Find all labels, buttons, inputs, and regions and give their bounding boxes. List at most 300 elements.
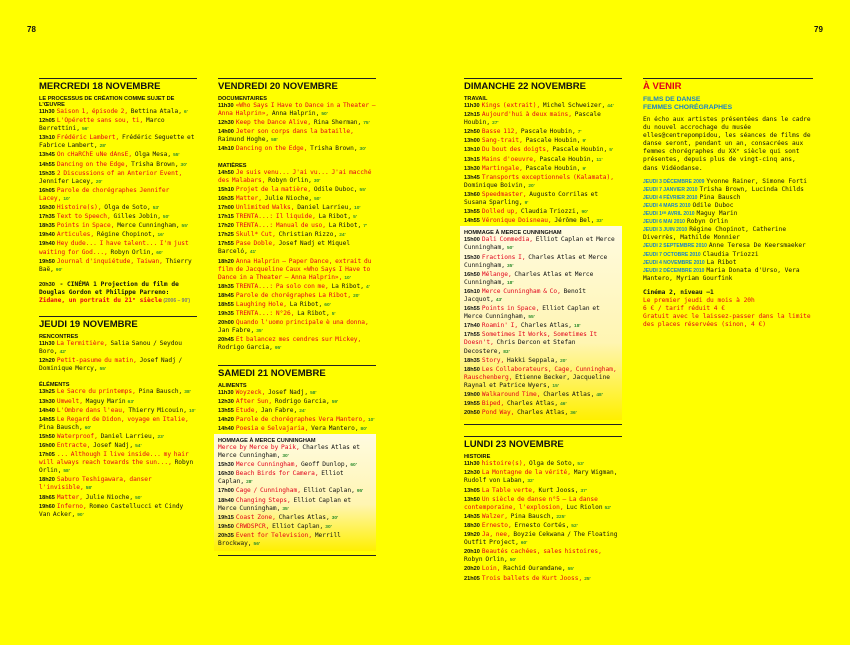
date: JEUDI 4 NOVEMBRE 2010 <box>643 259 705 266</box>
credits: Jennifer Lacey, <box>39 177 94 185</box>
time: 11h30 <box>218 389 234 396</box>
film-title: CRWDSPCR, <box>235 522 270 530</box>
film-title: Matter, <box>235 194 262 202</box>
time: 17h15 <box>218 214 234 221</box>
film-title: Umwelt, <box>56 397 83 405</box>
credits: Charles Atlas, <box>504 400 559 408</box>
film-title: After Sun, <box>235 397 273 405</box>
credits: Pascale Houbin, <box>464 111 601 127</box>
film-title: Journal d'inquiétude, Taiwan, <box>56 257 163 265</box>
section-label: LE PROCESSUS DE CRÉATION COMME SUJET DE L'ŒUVRE <box>39 96 175 108</box>
day-heading: VENDREDI 20 NOVEMBRE <box>218 78 376 92</box>
film-title: TRENTA...: N°26, <box>235 310 295 318</box>
program-section <box>218 383 376 434</box>
credits: Claudia Triozzi, <box>518 208 580 216</box>
duration: 38' <box>184 390 191 396</box>
time: 12h30 <box>218 398 234 405</box>
credits: Josef Nadj / Dominique Mercy, <box>39 357 183 373</box>
schedule-entry <box>464 322 618 331</box>
duration: 53' <box>152 206 160 212</box>
choreographers: Anne Teresa De Keersmaeker <box>708 242 806 250</box>
film-title: Les Collaborateurs, Cage, Cunningham, Rauschenberg, <box>464 365 617 381</box>
time: 16h55 <box>464 306 480 313</box>
time: 20h20 <box>464 566 480 573</box>
date: JEUDI 7 JANVIER 2010 <box>643 186 698 193</box>
schedule-entry <box>218 283 376 292</box>
film-title: Transports exceptionnels (Kalamata), <box>481 173 614 181</box>
duration: 50' <box>321 112 328 118</box>
time: 14h00 <box>218 129 234 136</box>
credits: Elliot Caplan et Merce Cunningham, <box>464 236 615 252</box>
time: 20h00 <box>218 320 234 327</box>
time: 17h25 <box>218 232 234 239</box>
time: 15h30 <box>218 462 234 469</box>
credits: Salia Sanou / Seydou Boro, <box>39 340 182 356</box>
film-title: Zidane, un portrait du 21ᵉ siècle <box>39 296 162 304</box>
duration: 5' <box>353 215 357 221</box>
time: 16h00 <box>39 443 55 449</box>
choreographers: Robyn Orlin <box>686 218 728 226</box>
upcoming-entry <box>643 194 813 202</box>
film-title: Walzer, <box>481 512 508 520</box>
film-title: L'Ombre dans l'eau, <box>56 406 126 414</box>
schedule-entry <box>218 145 376 154</box>
credits: Merrill Brockway, <box>218 531 341 548</box>
duration: 10' <box>344 275 351 281</box>
credits: Rodrigo Garcia, <box>272 397 330 405</box>
film-title: Unlimited Walks, <box>235 203 295 211</box>
duration: 48' <box>596 393 603 398</box>
film-title: Hey dude... I have talent... I'm just waiting for God..., <box>39 240 189 256</box>
program-section <box>218 96 376 155</box>
schedule-entry <box>218 487 372 496</box>
duration: 50' <box>135 495 142 501</box>
credits: Pina Bausch, <box>39 423 83 431</box>
time: 13h45 <box>464 174 480 181</box>
time: 21h05 <box>464 575 480 582</box>
time: 18h20 <box>39 477 55 484</box>
time: 18h65 <box>39 494 55 501</box>
schedule-entry <box>464 565 622 574</box>
program-section <box>214 434 376 551</box>
film-title: Merce Cunningham, <box>235 461 299 469</box>
film-title: Matter, <box>56 493 83 501</box>
time: 15h00 <box>464 237 480 244</box>
cinema-note <box>39 281 197 305</box>
schedule-entry <box>464 236 618 253</box>
time: 11h30 <box>218 103 234 109</box>
date: JEUDI 3 JUIN 2010 <box>643 227 688 234</box>
credits: Pina Bausch, <box>135 388 183 396</box>
duration: 58' <box>85 486 93 492</box>
choreographers: La Ribot <box>706 258 737 266</box>
credits: Régine Chopinot, <box>94 231 156 239</box>
schedule-entry <box>464 548 622 565</box>
upcoming-entry <box>643 267 813 283</box>
choreographers: Yvonne Rainer, Simone Forti <box>706 177 808 185</box>
credits: Romeo Castellucci et Cindy Van Acker, <box>39 502 184 518</box>
upcoming-entry <box>643 178 813 186</box>
section-label: TRAVAIL <box>464 96 488 102</box>
film-title: Petit-pasume du matin, <box>56 357 137 365</box>
section-label: DOCUMENTAIRES <box>218 96 267 102</box>
schedule-entry <box>39 240 197 257</box>
time: 13h30 <box>39 398 55 405</box>
time: 11h30 <box>464 461 480 468</box>
credits: Raimund Hoghe, <box>218 136 270 144</box>
duration: 52' <box>571 523 578 529</box>
duration: 10' <box>354 205 361 211</box>
film-title: Mains d'oeuvre, <box>481 155 537 163</box>
duration: 58' <box>310 390 317 396</box>
duration: 30' <box>325 524 332 530</box>
schedule-entry <box>218 532 372 549</box>
schedule-entry <box>218 186 376 195</box>
time: 14h10 <box>218 146 234 153</box>
date: JEUDI 3 DÉCEMBRE 2009 <box>643 178 705 185</box>
a-venir-schedule <box>643 178 813 283</box>
time: 13h45 <box>39 152 55 159</box>
duration: 225' <box>556 514 566 520</box>
time: 17h55 <box>218 241 234 248</box>
duration: 24' <box>299 408 306 414</box>
credits: Frédéric Seguette et Fabrice Lambert, <box>39 134 195 150</box>
time: 17h00 <box>218 204 234 211</box>
schedule-entry <box>39 388 197 397</box>
time: 18h45 <box>218 292 234 299</box>
film-title: Projet de la matière, <box>235 185 312 193</box>
time: 19h15 <box>218 514 234 521</box>
duration: 9' <box>582 139 587 145</box>
schedule-entry <box>464 174 622 191</box>
film-title: Trois ballets de Kurt Jooss, <box>481 574 583 582</box>
time: 18h35 <box>464 357 480 364</box>
schedule-entry <box>39 258 197 275</box>
choreographers: Maria Donata d'Urso, Vera Mantero, Myriam Gourfink <box>643 266 800 282</box>
schedule-entry <box>39 170 197 187</box>
upcoming-entry <box>643 202 813 210</box>
credits: Trisha Brown, <box>307 145 358 153</box>
film-title: Entracte, <box>56 442 91 449</box>
credits: La Ribot, <box>315 213 352 221</box>
duration: 58' <box>63 469 70 475</box>
schedule-entry <box>39 108 197 117</box>
credits: Pascale Houbin, <box>522 164 581 172</box>
film-title: Inferno, <box>56 502 87 510</box>
program-section <box>218 163 376 354</box>
film-title: Fractions I, <box>481 253 526 261</box>
duration: 20' <box>353 293 360 299</box>
credits: Josef Nadj, <box>90 442 134 449</box>
time: 19h35 <box>218 311 234 318</box>
schedule-entry <box>464 400 618 409</box>
time: 14h40 <box>218 425 234 432</box>
film-title: La Montagne de la vérité, <box>481 469 572 477</box>
film-title: Ja, nee, <box>481 531 511 539</box>
program-section <box>460 226 622 420</box>
time: 11h30 <box>464 103 480 109</box>
film-title: Dancing on the Edge, <box>235 145 308 153</box>
film-title: Sang-trait, <box>481 137 523 145</box>
time: 16h50 <box>464 271 480 278</box>
schedule-entry <box>464 305 618 322</box>
credits: Marco Berrettini, <box>39 117 165 133</box>
film-title: Saison 1, épisode 2, <box>56 108 129 115</box>
duration: 55' <box>99 367 107 373</box>
duration: 56' <box>253 542 261 548</box>
film-title: Dolled up, <box>481 208 519 216</box>
duration: 35' <box>256 329 263 335</box>
schedule-entry <box>464 271 618 288</box>
credits: Pascale Houbin, <box>549 146 608 154</box>
duration: 83' <box>503 349 510 355</box>
duration: 37' <box>580 488 587 494</box>
column-a-venir <box>643 78 813 329</box>
duration: 7' <box>363 224 368 230</box>
schedule-entry <box>218 319 376 336</box>
film-title: Ernesto, <box>481 521 512 529</box>
schedule-entry <box>218 128 376 145</box>
schedule-entry <box>464 331 618 356</box>
credits: Gilles Jobin, <box>110 213 161 221</box>
schedule-entry <box>218 119 376 128</box>
film-title: Cage / Cunningham, <box>235 487 301 495</box>
credits: Josef Nadj et Miquel Barceló, <box>218 240 351 256</box>
time: 12h50 <box>464 129 480 136</box>
time: 19h50 <box>39 258 55 265</box>
film-title: L'Opérette sans sou, ti, <box>56 117 144 125</box>
film-title: Skull* Cut, <box>235 231 276 239</box>
duration: 35' <box>282 506 289 512</box>
credits: Augusto Corrilas et Susana Sparling, <box>464 190 599 207</box>
schedule-entry <box>39 231 197 240</box>
credits: Ernesto Cortés, <box>511 521 570 529</box>
cinema-location: Cinéma 2, niveau –1 <box>643 288 714 296</box>
schedule-entry <box>39 357 197 374</box>
duration: 30' <box>282 454 289 460</box>
duration: 27' <box>492 121 499 127</box>
duration: 9' <box>524 201 529 207</box>
schedule-entry <box>218 444 372 461</box>
ticket-price: 6 € / tarif réduit 4 € <box>643 305 725 313</box>
film-title: Points in Space, <box>56 222 115 230</box>
credits: Benoît Jacquot, <box>464 287 586 303</box>
credits: Rachid Ouramdane, <box>500 565 566 573</box>
film-title: ... Although I live inside... my hair will always reach towards the sun..., <box>39 451 189 467</box>
schedule-entry <box>218 461 372 470</box>
film-title: Keep the Dance Alive, <box>235 119 312 127</box>
time: 15h35 <box>39 170 55 177</box>
credits: Jan Fabre, <box>218 327 255 335</box>
credits: La Ribot, <box>294 310 330 318</box>
film-title: TRENTA...: Pa solo con me, <box>235 282 329 290</box>
time: 14h55 <box>39 416 55 423</box>
duration: 9' <box>582 166 587 172</box>
film-title: Walkaround Time, <box>481 391 541 398</box>
program-section <box>39 382 197 519</box>
time: 16h30 <box>39 205 55 212</box>
duration: 10' <box>367 417 375 423</box>
choreographers: Claudia Triozzi <box>702 250 759 258</box>
film-title: Laughing Hole, <box>235 300 288 308</box>
credits: Mary Wigman, Rudolf von Laban, <box>464 469 618 485</box>
day-heading: JEUDI 19 NOVEMBRE <box>39 316 197 330</box>
credits: Elliot Caplan et Merce Cunningham, <box>218 496 352 512</box>
time: 19h40 <box>39 241 55 248</box>
schedule-entry <box>464 146 622 155</box>
credits: Elliot Caplan, <box>218 470 344 486</box>
time: 20h30 <box>39 281 55 288</box>
film-title: Text to Speech, <box>56 213 111 221</box>
time: 11h30 <box>39 109 55 115</box>
credits: Elliot Caplan et Merce Cunningham, <box>464 305 600 321</box>
schedule-entry <box>464 208 622 217</box>
credits: Merce Cunningham, <box>114 222 180 230</box>
schedule-entry <box>218 310 376 319</box>
duration: 59' <box>331 399 339 405</box>
time: 18h55 <box>218 301 234 308</box>
column-vendredi-samedi <box>218 78 376 556</box>
time: 13h10 <box>464 147 480 154</box>
credits: Trisha Brown, <box>128 160 179 168</box>
film-title: TRENTA...: Manual de uso, <box>235 222 327 230</box>
upcoming-entry <box>643 186 813 194</box>
schedule-entry <box>464 254 618 271</box>
duration: 11' <box>596 157 603 163</box>
film-title: Points in Space, <box>481 305 540 313</box>
schedule-entry <box>39 503 197 520</box>
time: 14h50 <box>218 169 234 176</box>
credits: Olga de Soto, <box>101 204 151 212</box>
time: 14h55 <box>464 218 480 225</box>
credits: Michel Schweizer, <box>540 102 606 109</box>
day-heading: SAMEDI 21 NOVEMBRE <box>218 365 376 379</box>
credits: Christian Rizzo, <box>275 231 338 239</box>
film-title: Et balancez mes cendres sur Mickey, <box>235 336 362 344</box>
duration: 50' <box>509 558 517 564</box>
duration: 28' <box>246 480 253 486</box>
film-title: Event for Television, <box>235 531 313 539</box>
time: 20h10 <box>464 549 480 556</box>
credits: Olga Mesa, <box>132 151 172 159</box>
femmes-choregraphes-heading: FEMMES CHORÉGRAPHES <box>643 104 733 111</box>
film-title: Parole de chorégraphes Vera Mantero, <box>235 415 366 423</box>
time: 13h60 <box>464 191 480 198</box>
credits: Charles Atlas et Merce Cunningham, <box>464 253 608 269</box>
duration: 46' <box>560 402 567 408</box>
duration: 7' <box>577 130 582 136</box>
film-title: Story, <box>481 356 505 364</box>
date: JEUDI 4 FÉVRIER 2010 <box>643 194 698 201</box>
duration: 5' <box>331 312 336 318</box>
film-title: Mélange, <box>481 270 512 278</box>
credits: Thierry Micouin, <box>125 406 187 414</box>
time: 19h40 <box>39 232 55 239</box>
duration: 90' <box>581 210 588 216</box>
duration: 35' <box>506 263 514 269</box>
duration: 20' <box>528 183 535 189</box>
duration: 30' <box>331 515 339 521</box>
credits: La Ribot, <box>326 222 362 230</box>
film-title: La Table verte, <box>481 486 536 494</box>
film-title: Loin, <box>481 565 501 573</box>
credits: Chris Dercon et Stefan Decostere, <box>464 339 576 355</box>
credits: Daniel Larrieu, <box>97 432 156 440</box>
section-label: RENCONTRES <box>39 334 79 341</box>
section-label: HOMMAGE À MERCE CUNNINGHAM <box>218 438 316 444</box>
duration: 20' <box>560 358 567 364</box>
credits: Dominique Boivin, <box>464 181 527 189</box>
schedule-entry <box>464 409 618 418</box>
duration: 16' <box>157 233 164 239</box>
free-entry-note: Gratuit avec le laissez-passer dans la limite des places réservées (sinon, 4 €) <box>643 313 811 329</box>
time: 12h05 <box>39 118 55 125</box>
duration: 18' <box>574 324 581 330</box>
a-venir-intro: En écho aux artistes présentées dans le cadre du nouvel accrochage du musée elles@centrepompidou, les séances de films de danse seront, pendant un an, consacrées aux femmes chorégraphes du XXᵉ siècle qui sont présentes, depuis plus de vingt-cinq ans, dans Vidéodanse. <box>643 116 811 172</box>
schedule-entry <box>464 165 622 174</box>
credits: Robyn Orlin, <box>464 556 508 564</box>
film-title: Poesia e Selvajaria, <box>235 424 309 432</box>
program-section <box>39 334 197 374</box>
film-title: Le Sacre du printemps, <box>56 388 136 396</box>
duration: 20' <box>95 179 103 185</box>
film-title: Anna Halprin — Paper Dance, extrait du film de Jacqueline Caux «Who Says I Have to Dance in a Theater — Anna Halprin», <box>218 257 372 281</box>
schedule-entry <box>39 204 197 213</box>
duration: 80' <box>360 426 368 432</box>
duration: 55' <box>173 153 180 159</box>
separator-line <box>218 555 376 556</box>
schedule-entry <box>218 398 376 407</box>
film-title: Du bout des doigts, <box>481 146 550 154</box>
credits: Daniel Larrieu, <box>294 203 353 211</box>
duration: 32' <box>527 479 534 485</box>
duration: 90' <box>55 267 63 273</box>
schedule-entry <box>464 391 618 400</box>
program-section <box>464 454 622 583</box>
program-section <box>39 96 197 275</box>
schedule-entry <box>39 407 197 416</box>
day-heading: LUNDI 23 NOVEMBRE <box>464 436 622 450</box>
schedule-entry <box>218 389 376 398</box>
credits: Rina Sherman, <box>311 119 362 127</box>
time: 12h30 <box>218 120 234 127</box>
schedule-entry <box>39 134 197 151</box>
credits: Olga de Soto, <box>526 460 576 468</box>
credits: Pascale Houbin, <box>536 155 595 163</box>
schedule-entry <box>218 258 376 283</box>
schedule-entry <box>218 240 376 257</box>
credits: Rodrigo Garcia, <box>218 344 273 352</box>
time: 13h55 <box>218 407 234 414</box>
date: JEUDI 4 MARS 2010 <box>643 202 691 209</box>
schedule-entry <box>39 222 197 231</box>
day-heading: MERCREDI 18 NOVEMBRE <box>39 78 197 92</box>
time: 18h35 <box>218 283 234 290</box>
duration: 30' <box>313 178 321 184</box>
time: 13h00 <box>464 138 480 145</box>
time: 19h55 <box>464 401 480 408</box>
day-heading: DIMANCHE 22 NOVEMBRE <box>464 78 622 92</box>
duration: 43' <box>495 297 503 303</box>
film-title: Biped, <box>481 400 505 408</box>
credits: Vera Mantero, <box>308 424 359 432</box>
film-title: Coast Zone, <box>235 513 276 521</box>
credits: Charles Atlas, <box>275 513 330 521</box>
schedule-entry <box>39 442 197 451</box>
time: 18h30 <box>464 522 480 529</box>
upcoming-entry <box>643 218 813 226</box>
schedule-entry <box>464 288 618 305</box>
